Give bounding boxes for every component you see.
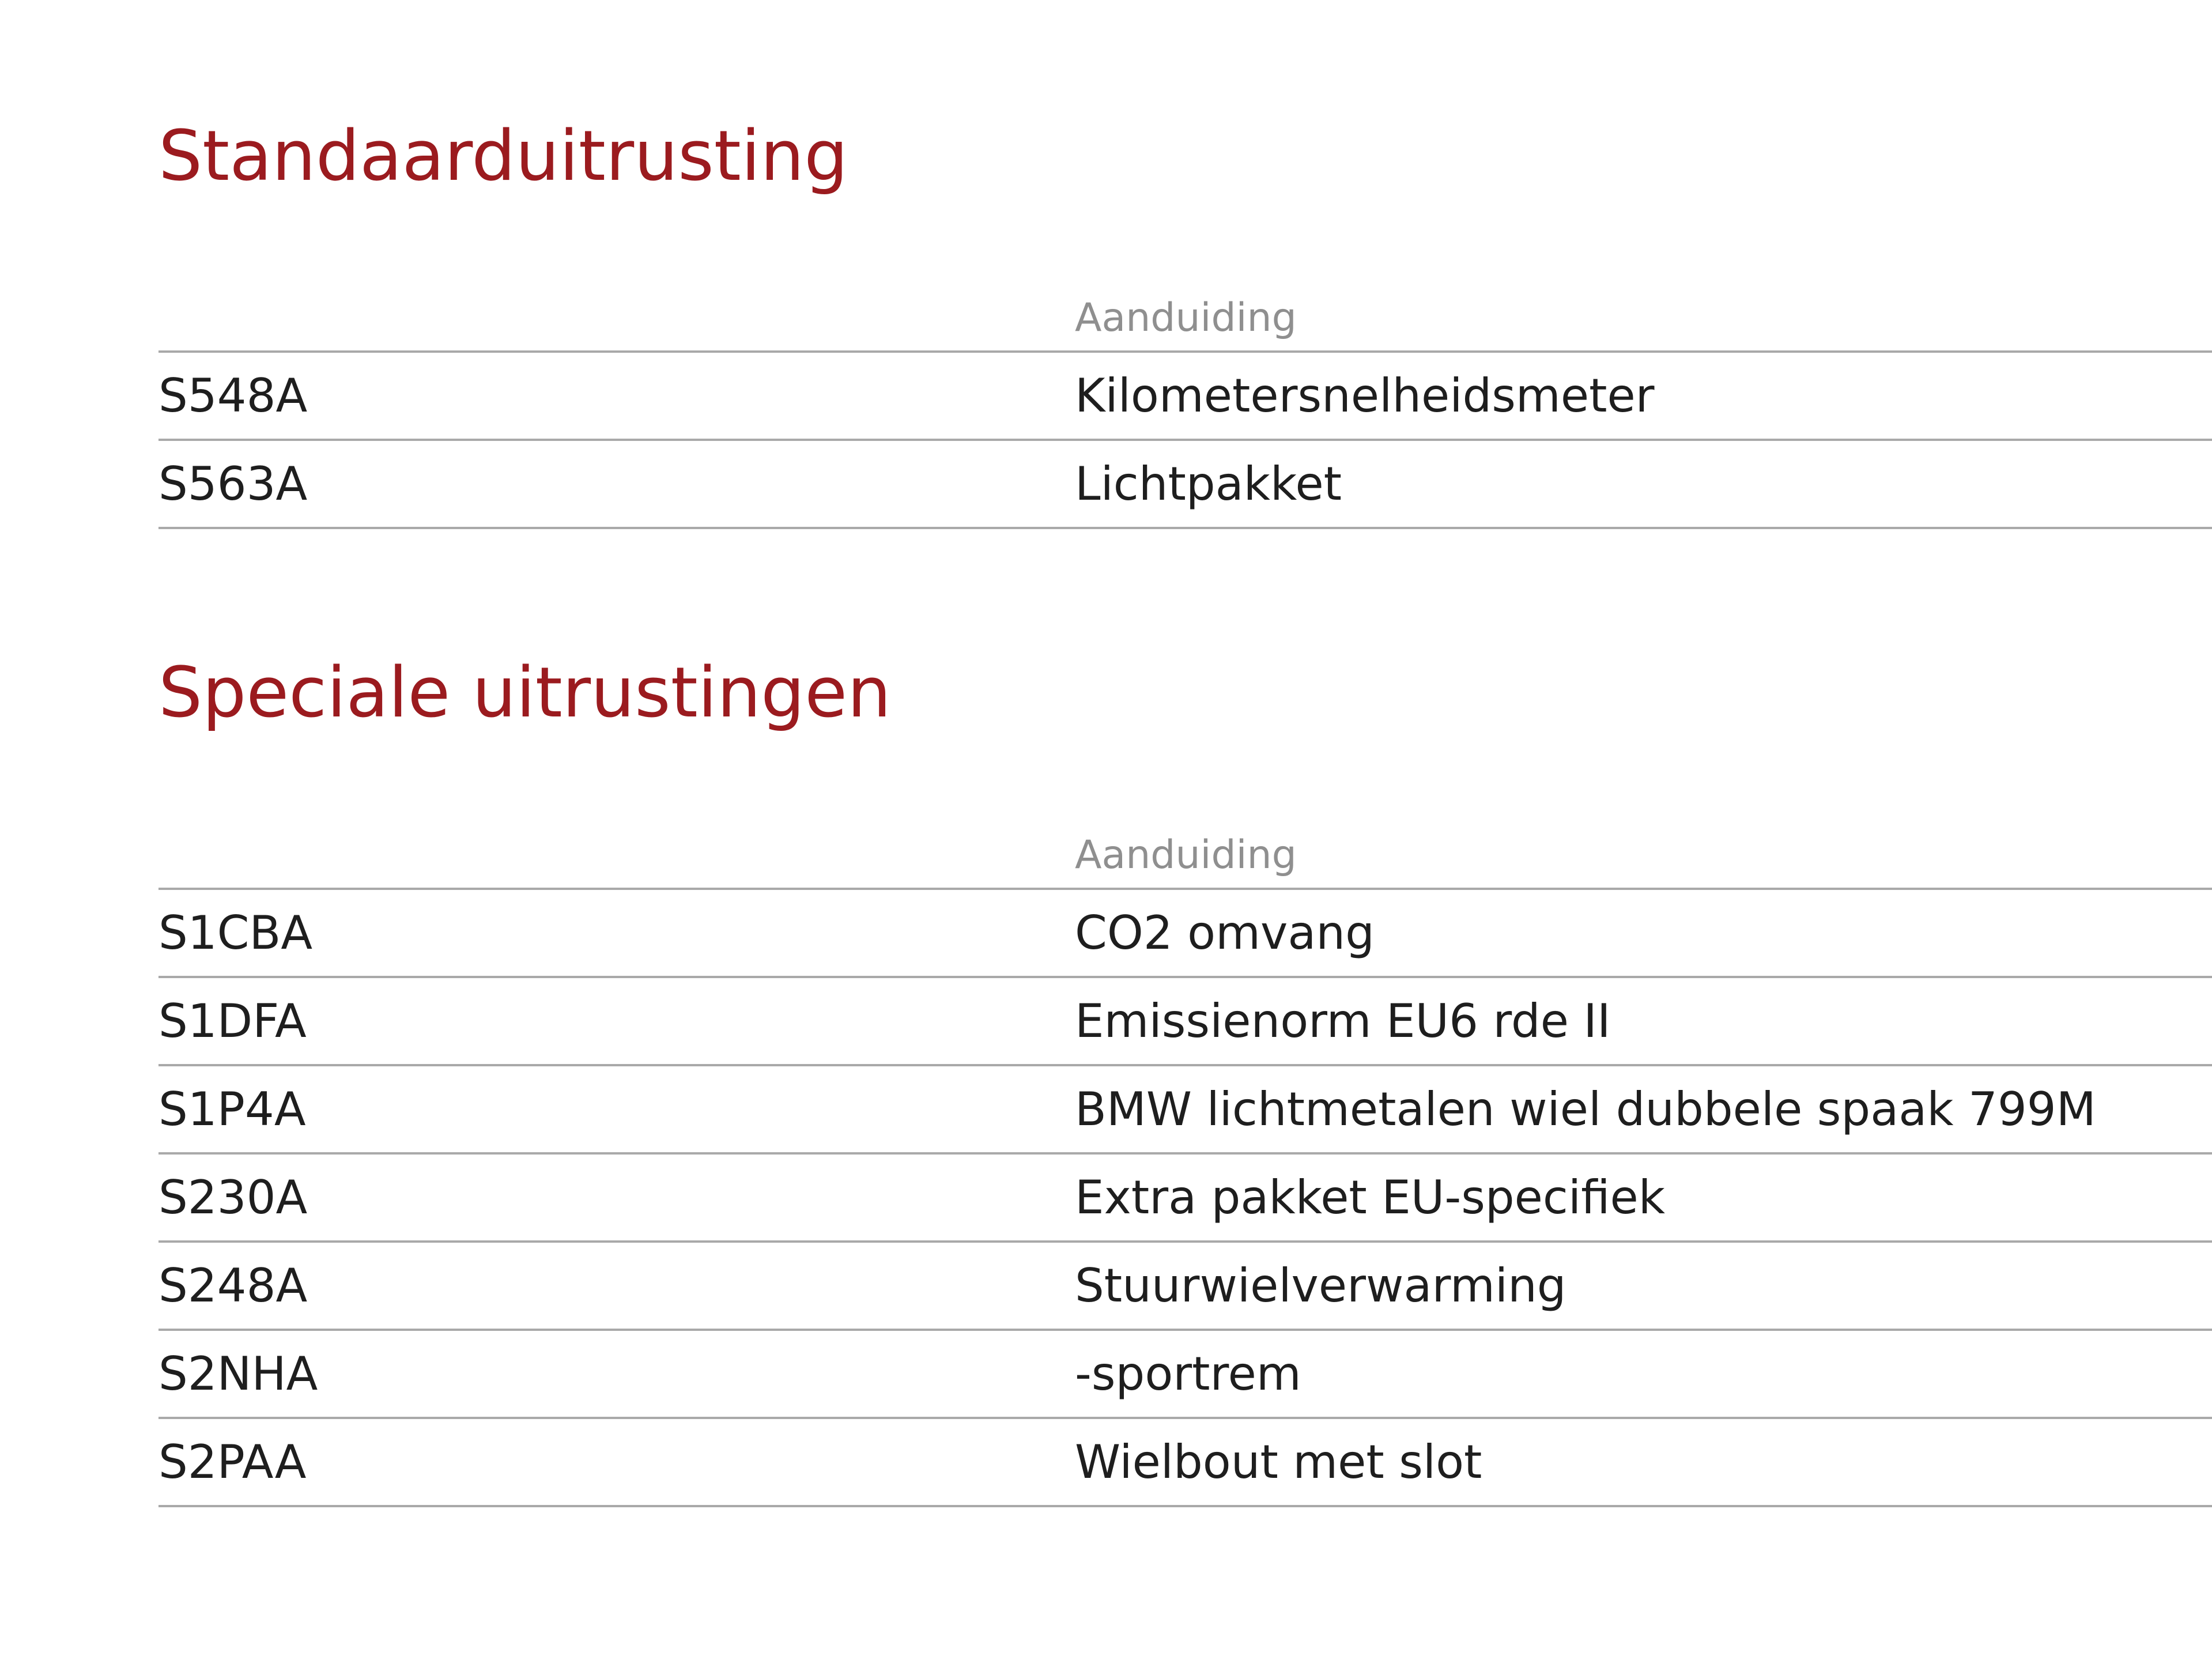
equipment-page xyxy=(158,0,2212,1660)
option-description: Kilometersnelheidsmeter xyxy=(1075,369,1655,422)
option-code: S548A xyxy=(158,369,308,422)
option-description: -sportrem xyxy=(1075,1347,1301,1401)
table-row xyxy=(158,1331,2212,1419)
table-row xyxy=(158,1243,2212,1331)
description-column-header: Aanduiding xyxy=(1075,832,1297,878)
table-row xyxy=(158,1066,2212,1155)
option-description: Extra pakket EU-specifiek xyxy=(1075,1171,1666,1224)
standard-equipment-table xyxy=(158,270,2212,529)
table-row xyxy=(158,1155,2212,1243)
option-code: S230A xyxy=(158,1171,308,1224)
option-code: S563A xyxy=(158,457,308,511)
option-description: Lichtpakket xyxy=(1075,457,1342,511)
standard-equipment-title: Standaarduitrusting xyxy=(158,116,848,197)
table-row xyxy=(158,1419,2212,1507)
special-equipment-table xyxy=(158,807,2212,1507)
option-description: Wielbout met slot xyxy=(1075,1435,1482,1489)
option-description: BMW lichtmetalen wiel dubbele spaak 799M xyxy=(1075,1082,2096,1136)
table-row xyxy=(158,890,2212,978)
table-header-row xyxy=(158,807,2212,890)
option-code: S1CBA xyxy=(158,906,313,960)
table-row xyxy=(158,441,2212,529)
option-description: CO2 omvang xyxy=(1075,906,1375,960)
option-code: S2NHA xyxy=(158,1347,318,1401)
option-code: S2PAA xyxy=(158,1435,307,1489)
option-code: S1P4A xyxy=(158,1082,306,1136)
description-column-header: Aanduiding xyxy=(1075,295,1297,341)
option-code: S248A xyxy=(158,1259,308,1312)
table-header-row xyxy=(158,270,2212,353)
option-code: S1DFA xyxy=(158,994,307,1048)
option-description: Stuurwielverwarming xyxy=(1075,1259,1566,1312)
special-equipment-title: Speciale uitrustingen xyxy=(158,653,892,733)
table-row xyxy=(158,353,2212,441)
option-description: Emissienorm EU6 rde II xyxy=(1075,994,1611,1048)
table-row xyxy=(158,978,2212,1066)
